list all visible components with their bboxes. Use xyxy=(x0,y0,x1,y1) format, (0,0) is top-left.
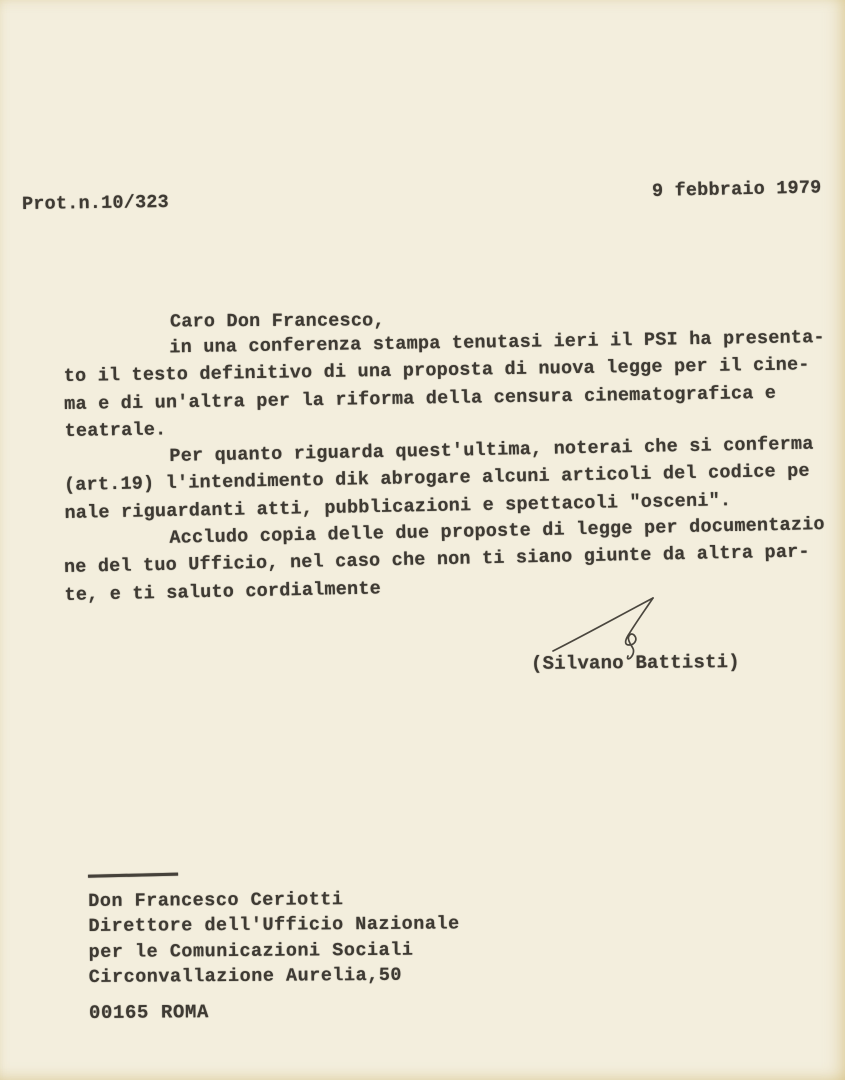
letter-date: 9 febbraio 1979 xyxy=(651,177,822,202)
protocol-number: Prot.n.10/323 xyxy=(21,191,170,215)
signature-block xyxy=(531,590,740,674)
recipient-separator-line xyxy=(88,873,178,878)
body-paragraph-1: in una conferenza stampa tenutasi ieri il PSI ha presenta- to il testo definitivo di una proposta di nuova legge per il cine- ma e di un'altra per la riforma della censura cinematografica e teatrale. xyxy=(63,327,825,443)
recipient-line-office: per le Comunicazioni Sociali xyxy=(88,939,414,963)
postal-code-line: 00165 ROMA xyxy=(88,1000,210,1024)
recipient-block xyxy=(88,865,460,1026)
body-paragraph-2: Per quanto riguarda quest'ultima, noterai che si conferma (art.19) l'intendimento dik abrogare alcuni articoli del codice pe nale riguardanti atti, pubblicazioni e spettacoli "osceni". xyxy=(63,434,814,525)
recipient-line-name: Don Francesco Ceriotti xyxy=(88,889,344,912)
recipient-line-title: Direttore dell'Ufficio Nazionale xyxy=(88,913,460,938)
letter-body xyxy=(64,309,826,609)
body-paragraph-3: Accludo copia delle due proposte di legge per documentazio ne del tuo Ufficio, nel caso che non ti siano giunte da altra par- te, e ti saluto cordialmente xyxy=(63,514,825,606)
recipient-line-street: Circonvallazione Aurelia,50 xyxy=(88,965,403,989)
salutation: Caro Don Francesco, xyxy=(169,310,385,333)
signature-name: (Silvano Battisti) xyxy=(530,651,740,675)
